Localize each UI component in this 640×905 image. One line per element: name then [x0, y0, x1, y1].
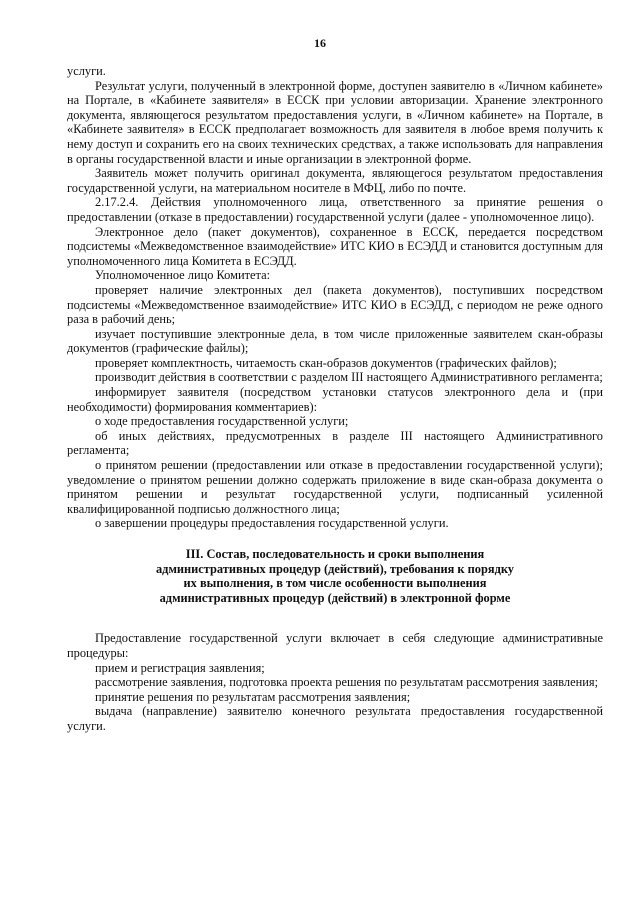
paragraph: прием и регистрация заявления; [95, 660, 265, 675]
paragraph: выдача (направление) заявителю конечного результата предоставления государственной услуги. [67, 704, 603, 733]
paragraph: о принятом решении (предоставлении или отказе в предоставлении государственной услуги); уведомление о принятом решении должно содержать приложение в виде скан-образа документа о принятом решении и результат государственной услуги, подписанный усиленной квалифицированной подписью должностного лица; [67, 458, 603, 516]
paragraph: проверяет комплектность, читаемость скан-образов документов (графических файлов); [95, 355, 557, 370]
paragraph: Результат услуги, полученный в электронной форме, доступен заявителю в «Личном кабинете» на Портале, в «Кабинете заявителя» в ЕССК при условии авторизации. Хранение электронного документа, являющегося результатом предоставления услуги, в «Личном кабинете» на Портале, в «Кабинете заявителя» в ЕССК предполагает возможность для заявителя в любое время получить к нему доступ и сохранить его на своих технических средствах, а также использовать для направления в органы государственной власти и иные организации в электронной форме. [67, 78, 603, 166]
page-number: 16 [314, 36, 326, 50]
paragraph: о завершении процедуры предоставления государственной услуги. [95, 516, 449, 531]
paragraph: 2.17.2.4. Действия уполномоченного лица, ответственного за принятие решения о предоставлении (отказе в предоставлении) государственной услуги (далее - уполномоченное лицо). [67, 195, 603, 224]
top-paragraphs [67, 64, 603, 531]
spacer [67, 605, 603, 631]
paragraph: Предоставление государственной услуги включает в себя следующие административные процедуры: [67, 631, 603, 660]
paragraph: принятие решения по результатам рассмотрения заявления; [95, 689, 411, 704]
section-heading-line: административных процедур (действий), требования к порядку [155, 561, 514, 576]
paragraph: Электронное дело (пакет документов), сохраненное в ЕССК, передается посредством подсистемы «Межведомственное взаимодействие» ИТС КИО в ЕСЭДД и становится доступным для уполномоченного лица Комитета в ЕСЭДД. [67, 224, 603, 268]
paragraph: изучает поступившие электронные дела, в том числе приложенные заявителем скан-образы документов (графические файлы); [67, 326, 603, 356]
paragraph: Заявитель может получить оригинал документа, являющегося результатом предоставления государственной услуги, на материальном носителе в МФЦ, либо по почте. [67, 166, 603, 195]
paragraph: о ходе предоставления государственной услуги; [95, 414, 349, 429]
paragraph: услуги. [67, 64, 106, 78]
section-heading [67, 547, 603, 605]
paragraph: информирует заявителя (посредством установки статусов электронного дела и (при необходимости) формирования комментариев): [67, 385, 603, 414]
bottom-paragraphs [67, 631, 603, 733]
document-body [67, 64, 603, 734]
paragraph: производит действия в соответствии с разделом III настоящего Административного регламента; [95, 370, 603, 385]
section-heading-line: административных процедур (действий) в электронной форме [159, 590, 511, 605]
paragraph: проверяет наличие электронных дел (пакета документов), поступивших посредством подсистемы «Межведомственное взаимодействие» ИТС КИО в ЕСЭДД, с периодом не реже одного раза в рабочий день; [67, 282, 603, 327]
section-heading-line: их выполнения, в том числе особенности выполнения [183, 576, 487, 591]
paragraph: рассмотрение заявления, подготовка проекта решения по результатам рассмотрения заявления; [95, 675, 599, 690]
paragraph: об иных действиях, предусмотренных в разделе III настоящего Административного регламента; [67, 428, 603, 458]
section-heading-line: III. Состав, последовательность и сроки выполнения [185, 547, 485, 561]
paragraph: Уполномоченное лицо Комитета: [95, 268, 271, 283]
